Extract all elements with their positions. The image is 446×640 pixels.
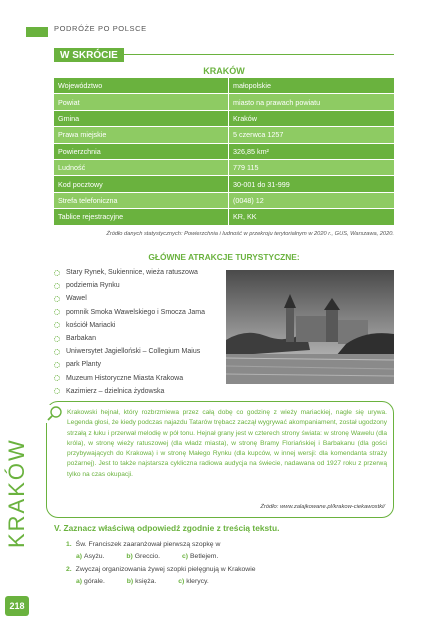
row-value: 779 115 xyxy=(229,159,395,175)
attractions-list xyxy=(54,266,205,398)
list-item xyxy=(54,319,205,332)
bullet-icon xyxy=(54,349,60,355)
row-label: Kod pocztowy xyxy=(54,176,229,192)
table-row xyxy=(54,143,394,159)
bullet-icon xyxy=(54,322,60,328)
attraction-name: Uniwersytet Jagielloński – Collegium Maius xyxy=(66,348,201,356)
bullet-icon xyxy=(54,388,60,394)
bullet-icon xyxy=(54,296,60,302)
row-label: Gmina xyxy=(54,110,229,126)
question-number: 2. xyxy=(66,566,72,573)
list-item xyxy=(54,292,205,305)
table-row xyxy=(54,192,394,208)
option-b[interactable]: b) Greccio. xyxy=(126,553,161,560)
list-item xyxy=(54,345,205,358)
table-row xyxy=(54,176,394,192)
bullet-icon xyxy=(54,336,60,342)
bullet-icon xyxy=(54,362,60,368)
row-label: Powiat xyxy=(54,94,229,110)
attractions-title: GŁÓWNE ATRAKCJE TURYSTYCZNE: xyxy=(148,252,300,262)
question-text: Zwyczaj organizowania żywej szopki pielęgnują w Krakowie xyxy=(75,566,256,573)
option-a[interactable]: a) Asyżu. xyxy=(76,553,105,560)
question-1 xyxy=(66,541,220,548)
question-2 xyxy=(66,566,256,573)
row-label: Prawa miejskie xyxy=(54,127,229,143)
row-label: Tablice rejestracyjne xyxy=(54,209,229,225)
bullet-icon xyxy=(54,283,60,289)
row-value: 326,85 km² xyxy=(229,143,395,159)
list-item xyxy=(54,358,205,371)
banner-rule xyxy=(124,54,394,55)
row-label: Województwo xyxy=(54,78,229,94)
attraction-name: Kazimierz – dzielnica żydowska xyxy=(66,387,165,395)
row-value: (0048) 12 xyxy=(229,192,395,208)
side-section-word: KRAKÓW xyxy=(4,438,29,548)
attraction-name: podziemia Rynku xyxy=(66,282,120,290)
list-item xyxy=(54,372,205,385)
bullet-icon xyxy=(54,309,60,315)
row-value: KR, KK xyxy=(229,209,395,225)
row-value: Kraków xyxy=(229,110,395,126)
section-banner: W SKRÓCIE xyxy=(54,48,124,62)
question-text: Św. Franciszek zaaranżował pierwszą szopkę w xyxy=(75,541,221,548)
row-label: Powierzchnia xyxy=(54,143,229,159)
attraction-name: pomnik Smoka Wawelskiego i Smocza Jama xyxy=(66,308,206,316)
list-item xyxy=(54,332,205,345)
table-row xyxy=(54,159,394,175)
magnifier-icon xyxy=(46,405,64,423)
exercise-title: V. Zaznacz właściwą odpowiedź zgodnie z treścią tekstu. xyxy=(54,523,280,533)
table-row xyxy=(54,127,394,143)
table-source-note: Źródło danych statystycznych: Powierzchnia i ludność w przekroju terytorialnym w 2020 r., GUS, Warszawa, 2020. xyxy=(106,231,394,237)
legend-box xyxy=(46,401,394,518)
table-row xyxy=(54,94,394,110)
question-2-options xyxy=(76,578,229,585)
row-value: miasto na prawach powiatu xyxy=(229,94,395,110)
list-item xyxy=(54,306,205,319)
legend-text: Krakowski hejnał, który rozbrzmiewa przez całą dobę co godzinę z wieży mariackiej, nagle się urywa. Legenda głosi, że kiedy podczas najazdu Tatarów trębacz zaczął wygrywać akompaniament, został ugodzony strzałą z łuku i przerwał melodię w pół tonu. Hejnał grany jest w czterech strony świata: w stronę Wawelu (dla króla), w stronę wieży ratuszowej (dla władz miasta), w stronę Bramy Floriańskiej i Barbakanu (dla gości przybywających do Krakowa) i w stronę Małego Rynku (dla kupców, w innej wersji: dla komendanta straży pożarnej). Jest to także najstarsza cykliczna radiowa audycja na świecie, nadawana od 1927 roku z przerwą tylko na czas okupacji. xyxy=(67,409,387,478)
option-c[interactable]: c) Betlejem. xyxy=(181,553,219,560)
table-row xyxy=(54,209,394,225)
bullet-icon xyxy=(54,270,60,276)
option-c[interactable]: c) klerycy. xyxy=(178,578,209,585)
legend-source: Źródło: www.zalajkowane.pl/krakow-ciekawostki/ xyxy=(260,504,385,510)
list-item xyxy=(54,279,205,292)
wawel-castle-photo xyxy=(226,270,394,384)
attraction-name: Muzeum Historyczne Miasta Krakowa xyxy=(66,374,184,382)
table-row xyxy=(54,78,394,94)
table-row xyxy=(54,110,394,126)
attraction-name: park Planty xyxy=(66,361,102,369)
row-value: 5 czerwca 1257 xyxy=(229,127,395,143)
bullet-icon xyxy=(54,375,60,381)
row-label: Strefa telefoniczna xyxy=(54,192,229,208)
option-a[interactable]: a) górale. xyxy=(76,578,105,585)
row-label: Ludność xyxy=(54,159,229,175)
table-title: KRAKÓW xyxy=(203,66,245,76)
question-number: 1. xyxy=(66,541,72,548)
option-b[interactable]: b) księża. xyxy=(126,578,157,585)
attraction-name: kościół Mariacki xyxy=(66,321,116,329)
list-item xyxy=(54,385,205,398)
attraction-name: Barbakan xyxy=(66,335,96,343)
row-value: małopolskie xyxy=(229,78,395,94)
header-accent-bar xyxy=(26,27,48,37)
attraction-name: Wawel xyxy=(66,295,87,303)
list-item xyxy=(54,266,205,279)
question-1-options xyxy=(76,553,238,560)
running-header: PODRÓŻE PO POLSCE xyxy=(54,24,147,33)
city-facts-table xyxy=(54,78,394,226)
row-value: 30-001 do 31-999 xyxy=(229,176,395,192)
page-number: 218 xyxy=(5,596,29,616)
attraction-name: Stary Rynek, Sukiennice, wieża ratuszowa xyxy=(66,269,198,277)
